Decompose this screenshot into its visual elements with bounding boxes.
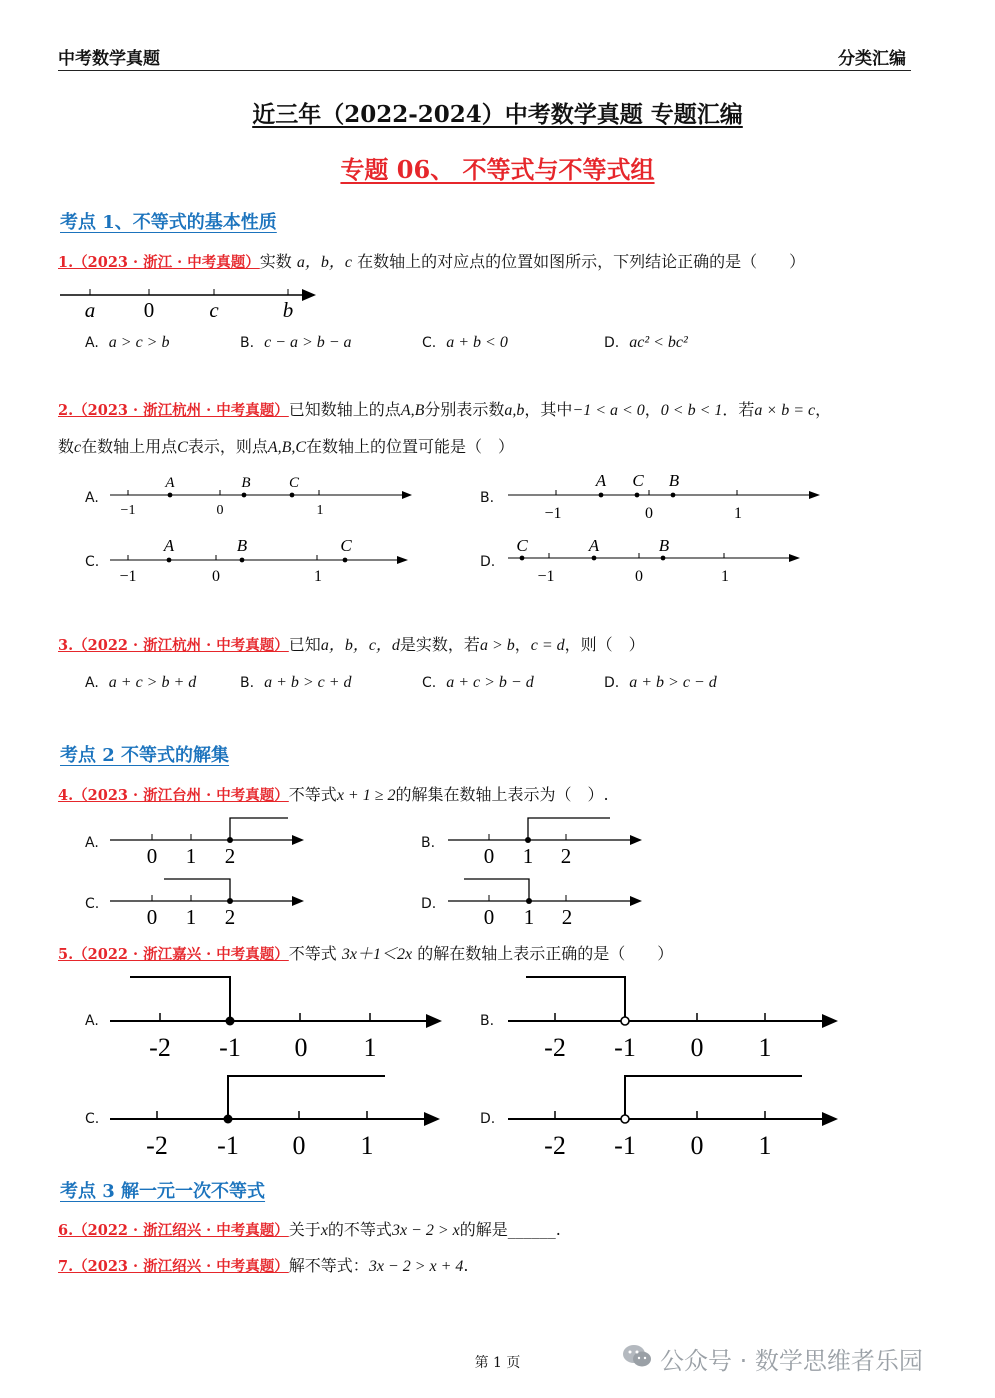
q6-stem-d: 3x − 2 > x [391, 1222, 460, 1239]
q2c-label: B [236, 536, 248, 555]
q2-source: 2.（2023 · 浙江杭州 · 中考真题） [58, 402, 289, 419]
q2-line2-e: 表示，则点 [187, 437, 268, 456]
q5d-arrow [822, 1112, 838, 1126]
q5d-tick-label: 1 [758, 1131, 772, 1160]
q1-stem-rest: 在数轴上的对应点的位置如图所示，下列结论正确的是（ ） [357, 252, 806, 271]
question-4 [58, 785, 609, 806]
q2b-arrow [809, 491, 820, 499]
doc-subtitle [0, 150, 995, 185]
q5d-tick-label: -2 [544, 1131, 566, 1160]
q2-stem-i: ．若 [722, 400, 755, 419]
q2c-point-b [240, 558, 245, 563]
question-5 [58, 944, 673, 965]
q1-option-a-letter: A. [85, 335, 99, 351]
q4-stem-a: 不等式 [288, 785, 337, 804]
q4b-solution [528, 818, 610, 840]
question-7 [58, 1256, 469, 1277]
q3-option-a-letter: A. [85, 675, 99, 691]
q4-option-b[interactable]: B. [421, 835, 436, 851]
q2-line2-b: c [74, 439, 82, 456]
q4c-tick-label: 2 [224, 905, 236, 929]
q4d-solution [464, 879, 529, 901]
doc-title [0, 96, 995, 129]
q2d-point-c [520, 556, 525, 561]
q7-stem-c: . [463, 1256, 469, 1275]
q4-option-a-line [110, 812, 310, 870]
q3-option-c-expr: a + c > b − d [446, 674, 534, 691]
q2-option-d-line [508, 534, 808, 588]
q4d-tick-label: 1 [523, 905, 535, 929]
q5d-point-open [621, 1115, 629, 1123]
q2c-tick-label: 1 [314, 568, 322, 585]
q5c-tick-label: 1 [360, 1131, 374, 1160]
wechat-icon [622, 1343, 652, 1375]
q2-option-b-line [508, 470, 828, 524]
q1-label-a: a [84, 298, 96, 322]
q3-stem-g: ，则（ ） [564, 635, 645, 654]
q4c-tick-label: 0 [146, 905, 158, 929]
q4-option-c[interactable]: C. [85, 896, 100, 912]
q3-option-b[interactable] [240, 672, 352, 692]
q5b-tick-label: 0 [690, 1033, 704, 1062]
q6-answer-blank[interactable]: 的解是______. [459, 1220, 561, 1239]
q2b-point-a [599, 493, 604, 498]
q2-line2-c: 在数轴上用点 [81, 437, 178, 456]
q5-stem-a: 不等式 [288, 944, 337, 963]
header-right: 分类汇编 [838, 49, 906, 69]
section-3-heading [60, 1177, 265, 1203]
section-2-label: 考点 2 不等式的解集 [60, 745, 230, 766]
q2-option-b[interactable]: B. [480, 490, 495, 506]
q5b-point-open [621, 1017, 629, 1025]
q6-stem-b: x [320, 1222, 328, 1239]
section-1-heading [60, 208, 277, 234]
q1-stem-vars: a，b，c [296, 254, 353, 271]
q2-line2-a: 数 [58, 437, 75, 456]
q7-stem-b: 3x − 2 > x + 4 [368, 1258, 464, 1275]
q4b-arrow [630, 835, 642, 845]
q2a-arrow [402, 491, 412, 499]
q2a-tick-label: −1 [120, 503, 136, 518]
q4-stem-b: x + 1 ≥ 2 [336, 787, 396, 804]
q2b-tick-label: 1 [734, 505, 742, 522]
q2a-point-c [290, 493, 295, 498]
page-number: 第 1 页 [474, 1355, 521, 1371]
q4b-tick-label: 1 [522, 844, 534, 868]
q5a-point-solid [226, 1017, 235, 1026]
q2c-label: A [163, 536, 175, 555]
q1-label-c: c [209, 298, 219, 322]
q5-option-a[interactable]: A. [85, 1013, 99, 1029]
q1-option-b-expr: c − a > b − a [264, 334, 352, 351]
q5-option-a-line [110, 970, 450, 1065]
q1-arrow [302, 289, 316, 301]
q4a-tick-label: 1 [185, 844, 197, 868]
q4a-arrow [292, 835, 304, 845]
q4-option-c-line [110, 873, 310, 931]
q3-option-c[interactable] [422, 672, 534, 692]
q2b-tick-label: −1 [544, 505, 562, 522]
q4c-point [227, 898, 233, 904]
q2c-point-c [343, 558, 348, 563]
q5d-solution [625, 1076, 802, 1115]
q2c-arrow [397, 556, 408, 564]
q5a-arrow [426, 1014, 442, 1028]
section-3-label: 考点 3 解一元一次不等式 [60, 1181, 266, 1202]
q3-option-c-letter: C. [422, 675, 437, 691]
q5a-tick-label: -1 [219, 1033, 241, 1062]
watermark [622, 1341, 923, 1376]
q2c-label: C [340, 536, 352, 555]
q1-stem-a: 实数 [259, 252, 292, 271]
section-2-heading [60, 741, 229, 767]
q1-option-c-expr: a + b < 0 [446, 334, 508, 351]
q2b-label: B [668, 471, 680, 490]
q4c-tick-label: 1 [185, 905, 197, 929]
q3-source: 3.（2022 · 浙江杭州 · 中考真题） [58, 637, 289, 654]
q4b-tick-label: 2 [560, 844, 572, 868]
header-rule [58, 70, 911, 71]
q2d-point-b [661, 556, 666, 561]
q4d-tick-label: 0 [483, 905, 495, 929]
q5-source: 5.（2022 · 浙江嘉兴 · 中考真题） [58, 946, 289, 963]
q1-number-line [58, 282, 328, 324]
q5d-tick-label: -1 [614, 1131, 636, 1160]
q2-stem-c: 分别表示数 [424, 400, 505, 419]
q2b-label: A [595, 471, 607, 490]
q5-option-b-line [508, 970, 848, 1065]
q5-option-c[interactable]: C. [85, 1111, 100, 1127]
q1-label-b: b [282, 298, 294, 322]
q5b-tick-label: -1 [614, 1033, 636, 1062]
section-1-label: 考点 1、不等式的基本性质 [60, 212, 277, 233]
q2a-tick-label: 1 [316, 503, 324, 518]
q4a-tick-label: 0 [146, 844, 158, 868]
q2d-label: C [516, 536, 528, 555]
q2-option-a-line [110, 472, 420, 522]
q2-line2-g: 在数轴上的位置可能是（ ） [306, 437, 515, 456]
q1-option-b[interactable] [240, 332, 352, 352]
q5c-point-solid [224, 1115, 233, 1124]
q4d-arrow [630, 896, 642, 906]
question-2-line-2 [58, 437, 514, 458]
question-3 [58, 635, 645, 656]
q5b-arrow [822, 1014, 838, 1028]
q2a-point-a [168, 493, 173, 498]
q2-option-c[interactable]: C. [85, 554, 100, 570]
q4d-tick-label: 2 [561, 905, 573, 929]
q2a-label: B [241, 475, 251, 491]
question-2 [58, 400, 831, 421]
q7-stem-a: 解不等式： [288, 1256, 369, 1275]
q3-stem-c: 是实数，若 [399, 635, 480, 654]
q2-stem-d: a,b [504, 402, 525, 419]
doc-title-text: 近三年（2022-2024）中考数学真题 专题汇编 [252, 101, 743, 128]
q4a-point [227, 837, 233, 843]
q4-stem-c: 的解集在数轴上表示为（ ）. [395, 785, 609, 804]
q5a-tick-label: 0 [294, 1033, 308, 1062]
q2b-point-b [671, 493, 676, 498]
q2d-point-a [592, 556, 597, 561]
q2-stem-k: ， [815, 400, 832, 419]
q2a-label: A [165, 475, 175, 491]
q3-stem-a: 已知 [288, 635, 321, 654]
q3-option-d-letter: D. [604, 675, 620, 691]
q6-stem-c: 的不等式 [327, 1220, 392, 1239]
q3-option-a[interactable] [85, 672, 196, 692]
q1-source: 1.（2023 · 浙江 · 中考真题） [58, 254, 260, 271]
q2b-tick-label: 0 [645, 505, 653, 522]
q3-stem-d: a > b [479, 637, 515, 654]
q3-option-d[interactable] [604, 672, 717, 692]
question-1 [58, 252, 805, 273]
q5c-solution [228, 1076, 385, 1119]
q2-stem-e: ，其中 [524, 400, 573, 419]
q3-option-b-expr: a + b > c + d [264, 674, 352, 691]
q4-option-a[interactable]: A. [85, 835, 99, 851]
q6-stem-a: 关于 [288, 1220, 321, 1239]
q2a-label: C [288, 475, 300, 491]
q2-stem-f: −1 < a < 0 [572, 402, 645, 419]
q3-option-a-expr: a + c > b + d [108, 674, 197, 691]
q2d-label: B [658, 536, 670, 555]
q5-option-d-line [508, 1068, 848, 1163]
header-left: 中考数学真题 [58, 49, 160, 69]
q3-stem-b: a，b，c，d [320, 637, 400, 654]
q5-option-b[interactable]: B. [480, 1013, 495, 1029]
q2a-point-b [242, 493, 247, 498]
q2d-tick-label: −1 [537, 568, 555, 585]
q5-stem-c: 的解在数轴上表示正确的是（ ） [417, 944, 674, 963]
q2-line2-f: A,B,C [267, 439, 307, 456]
q3-option-b-letter: B. [240, 675, 255, 691]
q5c-tick-label: -1 [217, 1131, 239, 1160]
q2d-tick-label: 1 [721, 568, 729, 585]
q2b-point-c [635, 493, 640, 498]
q2-stem-h: 0 < b < 1 [660, 402, 723, 419]
q4a-tick-label: 2 [224, 844, 236, 868]
question-6 [58, 1220, 561, 1241]
q5a-tick-label: -2 [149, 1033, 171, 1062]
q4c-arrow [292, 896, 304, 906]
q5a-solution [130, 977, 230, 1021]
q5-stem-b: 3x＋1＜2x [341, 946, 413, 963]
q2c-point-a [167, 558, 172, 563]
q5b-tick-label: 1 [758, 1033, 772, 1062]
q5d-tick-label: 0 [690, 1131, 704, 1160]
q4-option-b-line [448, 812, 648, 870]
q4-source: 4.（2023 · 浙江台州 · 中考真题） [58, 787, 289, 804]
doc-subtitle-text: 专题 06、 不等式与不等式组 [340, 155, 655, 184]
q5-option-d[interactable]: D. [480, 1111, 496, 1127]
q1-label-0: 0 [143, 298, 155, 322]
q1-option-c[interactable] [422, 332, 508, 352]
q6-source: 6.（2022 · 浙江绍兴 · 中考真题） [58, 1222, 289, 1239]
q5b-tick-label: -2 [544, 1033, 566, 1062]
q2-option-c-line [110, 534, 420, 588]
q1-option-d-letter: D. [604, 335, 620, 351]
q7-source: 7.（2023 · 浙江绍兴 · 中考真题） [58, 1258, 289, 1275]
q2b-label: C [632, 471, 644, 490]
q4a-solution [230, 818, 288, 840]
q4c-solution [164, 879, 230, 901]
q4-option-d[interactable]: D. [421, 896, 437, 912]
q4b-tick-label: 0 [483, 844, 495, 868]
q1-option-b-letter: B. [240, 335, 255, 351]
q1-option-c-letter: C. [422, 335, 437, 351]
q5b-solution [526, 977, 625, 1017]
q2-option-d[interactable]: D. [480, 554, 496, 570]
q2c-tick-label: −1 [119, 568, 137, 585]
q2d-tick-label: 0 [635, 568, 643, 585]
q5c-tick-label: -2 [146, 1131, 168, 1160]
q2-stem-j: a × b = c [754, 402, 816, 419]
q5-option-c-line [110, 1068, 450, 1163]
q5c-arrow [424, 1112, 440, 1126]
q2d-label: A [588, 536, 600, 555]
q5c-tick-label: 0 [292, 1131, 306, 1160]
q1-option-d[interactable] [604, 332, 688, 352]
q5a-tick-label: 1 [363, 1033, 377, 1062]
q3-option-d-expr: a + b > c − d [629, 674, 717, 691]
q2-stem-b: A,B [400, 402, 425, 419]
q2d-arrow [789, 554, 800, 562]
q2c-tick-label: 0 [212, 568, 220, 585]
q4b-point [525, 837, 531, 843]
q1-option-d-expr: ac² < bc² [629, 334, 688, 351]
q2-line2-d: C [177, 439, 188, 456]
q2-stem-a: 已知数轴上的点 [288, 400, 401, 419]
q1-option-a-expr: a > c > b [108, 334, 170, 351]
q3-stem-f: c = d [530, 637, 565, 654]
q4-option-d-line [448, 873, 648, 931]
q2-stem-g: ， [644, 400, 661, 419]
q2a-tick-label: 0 [216, 503, 224, 518]
q1-option-a[interactable] [85, 332, 169, 352]
q4d-point [526, 898, 532, 904]
q2-option-a[interactable]: A. [85, 490, 99, 506]
watermark-text: 公众号 · 数学思维者乐园 [660, 1347, 923, 1375]
q3-stem-e: ， [514, 635, 531, 654]
